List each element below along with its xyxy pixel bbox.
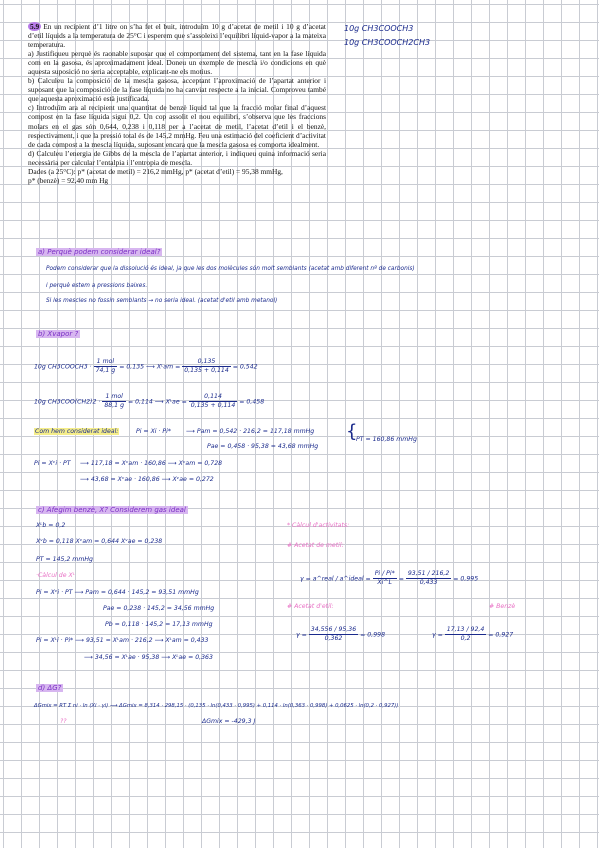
problem-part-b: b) Calculeu la composició de la mescla gasosa, acceptant l’aproximació de l’apartat anterior i suposant que la composició de la fase líquida no ha canviat respecte a la inicial. Comproveu també que aquesta aproximació està justificada.: [28, 76, 326, 104]
activity-title: * Càlcul d'activitats:: [287, 522, 350, 529]
vapor-fraction-ethyl: ⟶ 43,68 = Xᵛae · 160,86 ⟶ Xᵛae = 0,272: [80, 476, 214, 483]
vapor-fraction-methyl: ⟶ 117,18 = Xᵛam · 160,86 ⟶ Xᵛam = 0,728: [80, 460, 223, 467]
side-note-methyl: 10g CH3COOCH3: [344, 24, 414, 33]
part-a-line-2: i perquè estem a pressions baixes.: [46, 283, 148, 289]
total-pressure-c: PT = 145,2 mmHg: [36, 556, 93, 563]
pressure-ethyl: Pae = 0,458 · 95,38 = 43,68 mmHg: [207, 443, 319, 450]
part-a-line-1: Podem considerar que la dissolució és ideal, ja que les dos molècules són molt semblants (acetat amb diferent nº de carbonis): [46, 266, 415, 272]
problem-part-d: d) Calculeu l’energia de Gibbs de la mescla de l’apartat anterior, i indiqueu quina informació seria necessària per calcular l’entalpia i l’entropia de mescla.: [28, 148, 326, 167]
partial-pressure-methyl: Pi = Xᵛi · PT ⟶ Pam = 0,644 · 145,2 = 93,51 mmHg: [36, 589, 199, 596]
ideal-label: Com hem considerat ideal:: [35, 428, 119, 435]
problem-part-a: a) Justifiqueu perquè és raonable suposar que el comportament del sistema, tant en la fase líquida com en la gasosa, és aproximadament ideal. Doneu un exemple de mescla i/o condicions en què aquesta suposició no seria acceptable, explicant-ne els motius.: [28, 49, 326, 77]
part-c-heading: c) Afegim benzè, X? Considerem gas ideal: [38, 506, 186, 514]
part-a-line-3: Si les mescles no fossin semblants → no seria ideal. (acetat d'etil amb metanol): [46, 298, 278, 304]
question-marks: ??: [60, 718, 67, 725]
liquid-fraction-ethyl: ⟶ 34,56 = Xᴸae · 95,38 ⟶ Xᴸae = 0,363: [84, 654, 213, 661]
side-note-ethyl: 10g CH3COOCH2CH3: [344, 38, 431, 47]
problem-intro: 5.9 En un recipient d’1 litre on s’ha fet el buit, introduïm 10 g d’acetat de metil i 10 g d’acetat d’etil líquids a la temperatura de 25°C i esperem que s’assoleixi l’equilibri líquid-vapor a la mateixa temperatura.: [28, 22, 326, 50]
activity-ethyl: γ = $\frac{34,556 / 95,36}{0,362}$ = 0,998: [296, 626, 386, 642]
partial-pressure-benzene: Pb = 0,118 · 145,2 = 17,13 mmHg: [105, 621, 213, 628]
problem-part-c: c) Introduïm ara al recipient una quantitat de benzè líquid tal que la fracció molar final d’aquest compost en la fase líquida sigui 0,2. Un cop assolit el nou equilibri, s’observa que les fraccions molars en el gas són 0,644, 0,238 i 0,118 per a l’acetat de metil, l’acetat d’etil i el benzè, respectivament, i que la pressió total és de 145,2 mmHg. Feu una estimació del coeficient d’activitat de cada compost a la mescla líquida, suposant encara que la mescla gasosa es comporta idealment.: [28, 103, 326, 149]
total-pressure: PT = 160,86 mmHg: [356, 436, 417, 443]
gibbs-formula: ΔGmix = RT Σ ni · ln (Xi · γi) ⟶ ΔGmix = 8,314 · 298,15 · (0,135 · ln(0,433 · 0,995) + 0,114 · ln(0,363 · 0,998) + 0,0625 · ln(0,2 · 0,927)): [34, 703, 399, 709]
problem-number: 5.9: [30, 22, 40, 31]
problem-statement: [28, 22, 326, 185]
problem-data-1: Dades (a 25°C): p* (acetat de metil) = 216,2 mmHg, p* (acetat d’etil) = 95,38 mmHg,: [28, 166, 283, 176]
part-a-heading: a) Perquè podem considerar ideal?: [38, 248, 161, 256]
part-b-heading: b) Xvapor ?: [38, 330, 79, 338]
gibbs-result: ΔGmix = -429,3 J: [202, 718, 256, 725]
raoult-law: Pi = Xi · Pi*: [136, 428, 171, 435]
problem-data-2: p* (benzè) = 92,40 mm Hg: [28, 175, 109, 185]
liquid-fraction-methyl: Pi = Xᴸi · Pi* ⟶ 93,51 = Xᴸam · 216,2 ⟶ Xᴸam = 0,433: [36, 637, 209, 644]
benzene-label: # Benzè: [489, 603, 516, 610]
dalton-law: Pi = Xᵛi · PT: [34, 460, 71, 467]
mole-calc-ethyl: 10g CH3COO(CH2)2 · $\frac{\text{1 mol}}{88,1 g}$ = 0,114 ⟶ Xᴸae = $\frac{0,114}{0,135 + 0,114}$ = 0,458: [34, 393, 265, 409]
mole-calc-methyl: 10g CH3COOCH3 · $\frac{\text{1 mol}}{74,1 g}$ = 0,135 ⟶ Xᴸam = $\frac{0,135}{0,135 + 0,114}$ = 0,542: [34, 358, 258, 374]
methyl-acetate-label: # Acetat de metil:: [287, 542, 344, 549]
partial-pressure-ethyl: Pae = 0,238 · 145,2 = 34,56 mmHg: [103, 605, 215, 612]
calc-xl-label: ·Càlcul de Xᴸ: [36, 572, 75, 579]
benzene-liquid-fraction: Xᴸb = 0,2: [36, 522, 66, 529]
activity-methyl: γ = a^real / a^ideal = $\frac{Pi / Pi*}{Xi\^{}L}$ = $\frac{93,51 / 216,2}{0,433}$ = 0,995: [300, 570, 479, 586]
pressure-methyl: ⟶ Pam = 0,542 · 216,2 = 117,18 mmHg: [186, 428, 315, 435]
part-d-heading: d) ΔG?: [38, 684, 62, 692]
brace: {: [346, 421, 358, 442]
ethyl-acetate-label: # Acetat d'etil:: [287, 603, 334, 610]
activity-benzene: γ = $\frac{17,13 / 92,4}{0,2}$ = 0,927: [432, 626, 514, 642]
vapor-fractions-given: Xᵛb = 0,118 Xᵛam = 0,644 Xᵛae = 0,238: [36, 538, 163, 545]
